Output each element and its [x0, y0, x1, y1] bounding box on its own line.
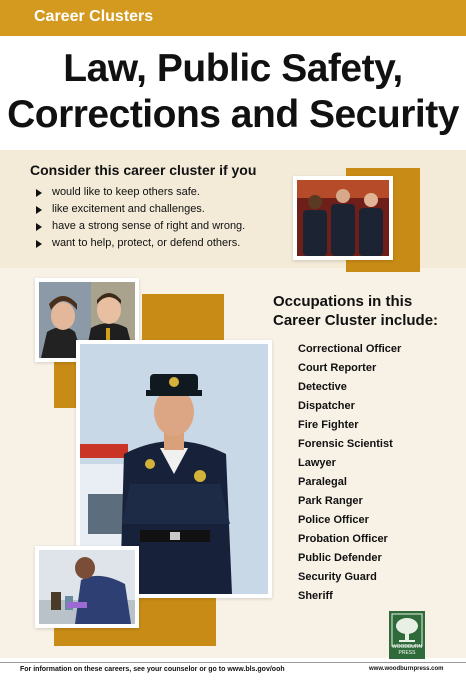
header-label: Career Clusters	[34, 8, 154, 25]
footer-url[interactable]: www.woodburnpress.com	[369, 666, 444, 672]
officers-photo-frame	[293, 176, 393, 260]
occupation-item: Police Officer	[298, 514, 369, 526]
forensic-photo-frame	[35, 546, 139, 628]
occupations-heading-line-2: Career Cluster include:	[273, 312, 439, 329]
woodburn-logo	[389, 611, 425, 659]
occupations-heading	[273, 292, 438, 330]
logo-text: WOODBURN PRESS	[391, 644, 423, 656]
occupations-heading-line-1: Occupations in this	[273, 293, 413, 310]
consider-item: would like to keep others safe.	[36, 184, 245, 201]
consider-item: want to help, protect, or defend others.	[36, 235, 245, 252]
occupation-item: Paralegal	[298, 476, 347, 488]
consider-item: like excitement and challenges.	[36, 201, 245, 218]
forensic-photo	[39, 550, 135, 624]
consider-list	[36, 184, 245, 252]
occupation-item: Security Guard	[298, 571, 377, 583]
occupation-item: Detective	[298, 381, 347, 393]
occupation-item: Sheriff	[298, 590, 333, 602]
occupation-item: Park Ranger	[298, 495, 363, 507]
occupation-item: Dispatcher	[298, 400, 355, 412]
footer-info: For information on these careers, see your counselor or go to www.bls.gov/ooh	[20, 666, 285, 673]
footer-divider	[0, 662, 466, 663]
title-line-2: Corrections and Security	[7, 93, 459, 136]
occupation-item: Public Defender	[298, 552, 382, 564]
occupation-item: Correctional Officer	[298, 343, 402, 355]
occupation-item: Fire Fighter	[298, 419, 359, 431]
title-line-1: Law, Public Safety,	[63, 47, 403, 90]
occupation-item: Court Reporter	[298, 362, 377, 374]
occupation-item: Lawyer	[298, 457, 336, 469]
occupations-list	[298, 340, 401, 606]
gold-block-mid	[142, 294, 224, 342]
top-banner	[0, 0, 466, 36]
consider-item: have a strong sense of right and wrong.	[36, 218, 245, 235]
page-title	[0, 46, 466, 138]
occupation-item: Probation Officer	[298, 533, 388, 545]
consider-heading: Consider this career cluster if you	[30, 162, 257, 178]
occupation-item: Forensic Scientist	[298, 438, 393, 450]
officers-photo	[297, 180, 389, 256]
